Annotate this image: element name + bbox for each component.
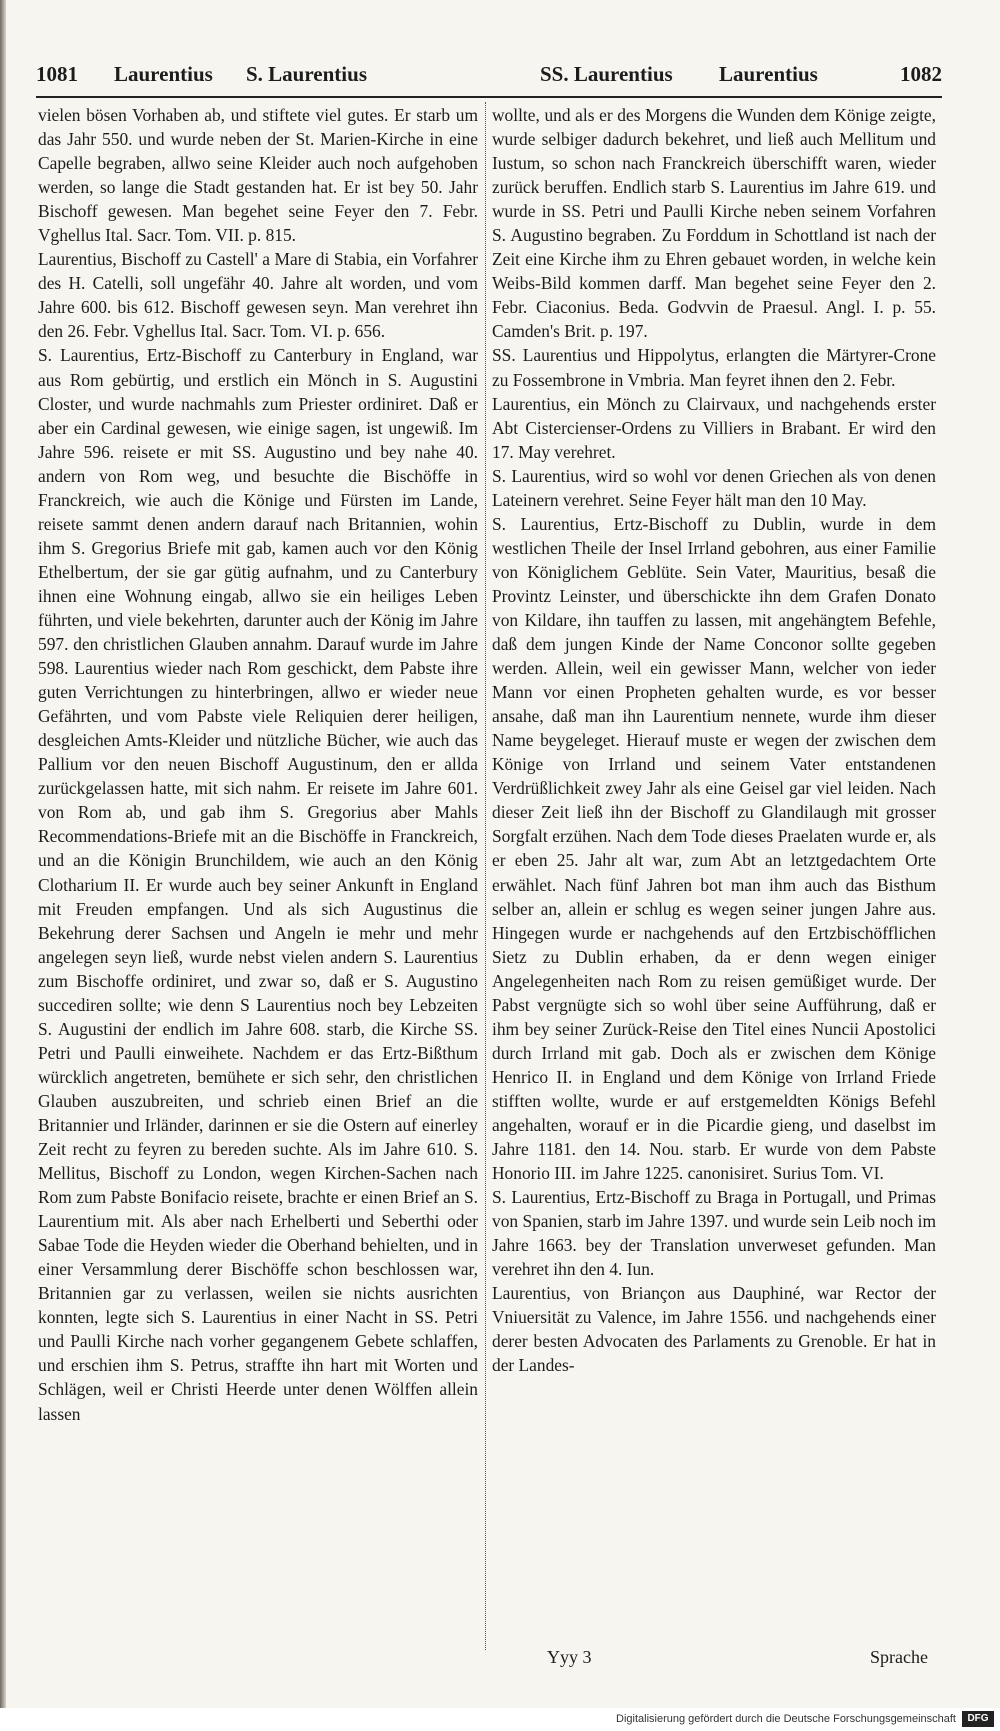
running-title-left-1: Laurentius [114,62,213,86]
paragraph: wollte, und als er des Morgens die Wunden dem Könige zeigte, wurde selbiger dadurch bekehret, und ließ auch Mellitum und Iustum, so schon nach Franckreich überschifft waren, wieder zurück beruffen. Endlich starb S. Laurentius im Jahre 619. und wurde in SS. Petri und Paulli Kirche neben seinem Vorfahren S. Augustino begraben. Zu Forddum in Schottland ist nach der Zeit eine Kirche ihm zu Ehren gebauet worden, in welche kein Weibs-Bild kommen darff. Man begehet seine Feyer den 2. Febr. Ciaconius. Beda. Godvvin de Praesul. Angl. I. p. 55. Camden's Brit. p. 197. [492,105,936,342]
dfg-logo-icon: DFG [962,1711,994,1727]
signature-mark: Yyy 3 [547,1647,592,1667]
page-number-left: 1081 [36,62,78,86]
paragraph: Laurentius, Bischoff zu Castell' a Mare di Stabia, ein Vorfahrer des H. Catelli, soll ungefähr 40. Jahre alt worden, und vom Jahre 600. bis 612. Bischoff gewesen seyn. Man verehret ihn den 26. Febr. Vghellus Ital. Sacr. Tom. VI. p. 656. [38,249,478,342]
right-column [492,103,936,1377]
catchword: Sprache [870,1647,928,1667]
page-number-right: 1082 [900,62,942,86]
running-title-left-2: S. Laurentius [246,62,367,86]
paragraph: S. Laurentius, Ertz-Bischoff zu Canterbury in England, war aus Rom gebürtig, und erstlich ein Mönch in S. Augustini Closter, und wurde nachmahls zum Priester ordiniret. Daß er aber ein Cardinal gewesen, wie einige sagen, ist ungewiß. Im Jahre 596. reisete er mit SS. Augustino und bey nahe 40. andern von Rom weg, und besuchte die Bischöffe in Franckreich, wie auch die Könige und Fürsten im Lande, reisete sammt denen andern darauf nach Britannien, wohin ihm S. Gregorius Briefe mit gab, kamen auch vor den König Ethelbertum, der sie gar gütig aufnahm, und zu Canterbury ihnen eine Wohnung eingab, allwo sie ein heiliges Leben führten, und viele bekehrten, darunter auch der König im Jahre 597. den christlichen Glauben annahm. Darauf wurde im Jahre 598. Laurentius wieder nach Rom geschickt, dem Pabste ihre guten Verrichtungen zu hinterbringen, allwo er wieder neue Gefährten, und vom Pabste viele Reliquien derer heiligen, desgleichen Amts-Kleider und nützliche Bücher, wie auch das Pallium vor den neuen Bischoff Augustinum, den er allda zurückgelassen hatte, mit sich nahm. Er reisete im Jahre 601. von Rom ab, und gab ihm S. Gregorius aber Mahls Recommendations-Briefe mit an die Bischöffe in Franckreich, und an die Königin Brunchildem, wie auch an den König Clotharium II. Er wurde auch bey seiner Ankunft in England mit Freuden empfangen. Und als sich Augustinus die Bekehrung derer Sachsen und Angeln ie mehr und mehr angelegen seyn ließ, wurde nebst vielen andern S. Laurentius zum Bischoffe ordiniret, und zwar so, daß er S. Augustino succediren sollte; wie denn S Laurentius noch bey Lebzeiten S. Augustini der endlich im Jahre 608. starb, die Kirche SS. Petri und Paulli einweihete. Nachdem er das Ertz-Bißthum würcklich angetreten, bemühete er sich sehr, den christlichen Glauben auszubreiten, und schrieb einen Brief an die Britannier und Irländer, darinnen er sie die Ostern auf einerley Zeit recht zu feyren zu bereden suchte. Als im Jahre 610. S. Mellitus, Bischoff zu London, wegen Kirchen-Sachen nach Rom zum Pabste Bonifacio reisete, brachte er einen Brief an S. Laurentium mit. Als aber nach Erhelberti und Seberthi oder Sabae Tode die Heyden wieder die Oberhand behielten, und in einer Versammlung derer Bischöffe schon beschlossen war, Britannien gar zu verlassen, weilen sie nichts ausrichten konnten, legte sich S. Laurentius in einer Nacht in SS. Petri und Paulli Kirche nach vorher gegangenem Gebete schlaffen, und erschien ihm S. Petrus, straffte ihn hart mit Worten und Schlägen, weil er Christi Heerde unter denen Wölffen allein lassen [38,345,478,1424]
paragraph: SS. Laurentius und Hippolytus, erlangten die Märtyrer-Crone zu Fossembrone in Vmbria. Man feyret ihnen den 2. Febr. [492,345,936,390]
column-divider [485,102,486,1650]
page-edge-shadow [0,0,6,1731]
paragraph: Laurentius, von Briançon aus Dauphiné, war Rector der Vniuersität zu Valence, im Jahre 1556. und nachgehends einer derer besten Advocaten des Parlaments zu Grenoble. Er hat in der Landes- [492,1283,936,1376]
funding-credit: Digitalisierung gefördert durch die Deutsche Forschungsgemeinschaft [616,1713,956,1725]
running-title-right-2: Laurentius [719,62,818,86]
paragraph: S. Laurentius, Ertz-Bischoff zu Braga in Portugall, und Primas von Spanien, starb im Jahre 1397. und wurde sein Leib noch im Jahre 1663. bey der Translation unverweset gefunden. Man verehret ihn den 4. Iun. [492,1187,936,1280]
paragraph: S. Laurentius, Ertz-Bischoff zu Dublin, wurde in dem westlichen Theile der Insel Irrland gebohren, aus einer Familie von Königlichem Geblüte. Sein Vater, Mauritius, besaß die Provintz Leinster, und überschickte ihn dem Grafen Donato von Kildare, ihn tauffen zu lassen, mit angehängtem Befehle, daß dem jungen Kinde der Name Conconor sollte gegeben werden. Allein, weil ein gewisser Mann, welcher von ieder Mann vor einen Propheten gehalten wurde, es vor besser ansahe, daß man ihn Laurentium nennete, wurde ihm dieser Name beygeleget. Hierauf muste er wegen der zwischen dem Könige von Irrland und seinem Vater entstandenen Verdrüßlichkeit zwey Jahr als eine Geisel gar viel leiden. Nach dieser Zeit ließ ihn der Bischoff zu Glandilaugh mit grosser Sorgfalt erzühen. Nach dem Tode dieses Praelaten wurde er, als er eben 25. Jahr alt war, zum Abt an letztgedachtem Orte erwählet. Nach fünf Jahren bot man ihm auch das Bisthum selber an, allein er schlug es wegen seiner jungen Jahre aus. Hingegen wurde er nachgehends auf den Ertzbischöfflichen Sietz zu Dublin erhaben, da er denn wegen einiger Angelegenheiten nach Rom zu reisen gemüßiget wurde. Der Pabst vergnügte sich so wohl über seine Aufführung, daß er ihm bey seiner Zurück-Reise den Titel eines Nuncii Apostolici durch Irrland mit gab. Doch als er zwischen dem Könige Henrico II. in England und dem Könige von Irrland Friede stifften wollte, wurde er auf erstgemeldten Königs Befehl angehalten, worauf er in die Picardie gieng, und daselbst im Jahre 1181. den 14. Nou. starb. Er wurde von dem Pabste Honorio III. im Jahre 1225. canonisiret. Surius Tom. VI. [492,513,936,1184]
running-header [36,62,942,94]
paragraph: vielen bösen Vorhaben ab, und stiftete viel gutes. Er starb um das Jahr 550. und wurde neben der St. Marien-Kirche in eine Capelle begraben, allwo seine Kleider auch noch aufgehoben werden, so lange die Stadt gestanden hat. Er ist bey 50. Jahr Bischoff gewesen. Man begehet seine Feyer den 7. Febr. Vghellus Ital. Sacr. Tom. VII. p. 815. [38,105,478,246]
paragraph: S. Laurentius, wird so wohl vor denen Griechen als von denen Lateinern verehret. Seine Feyer hält man den 10 May. [492,465,936,510]
header-rule [36,96,942,98]
paragraph: Laurentius, ein Mönch zu Clairvaux, und nachgehends erster Abt Cistercienser-Ordens zu Villiers in Brabant. Er wird den 17. May verehret. [492,393,936,462]
running-title-right-1: SS. Laurentius [540,62,673,86]
left-column [38,103,478,1426]
